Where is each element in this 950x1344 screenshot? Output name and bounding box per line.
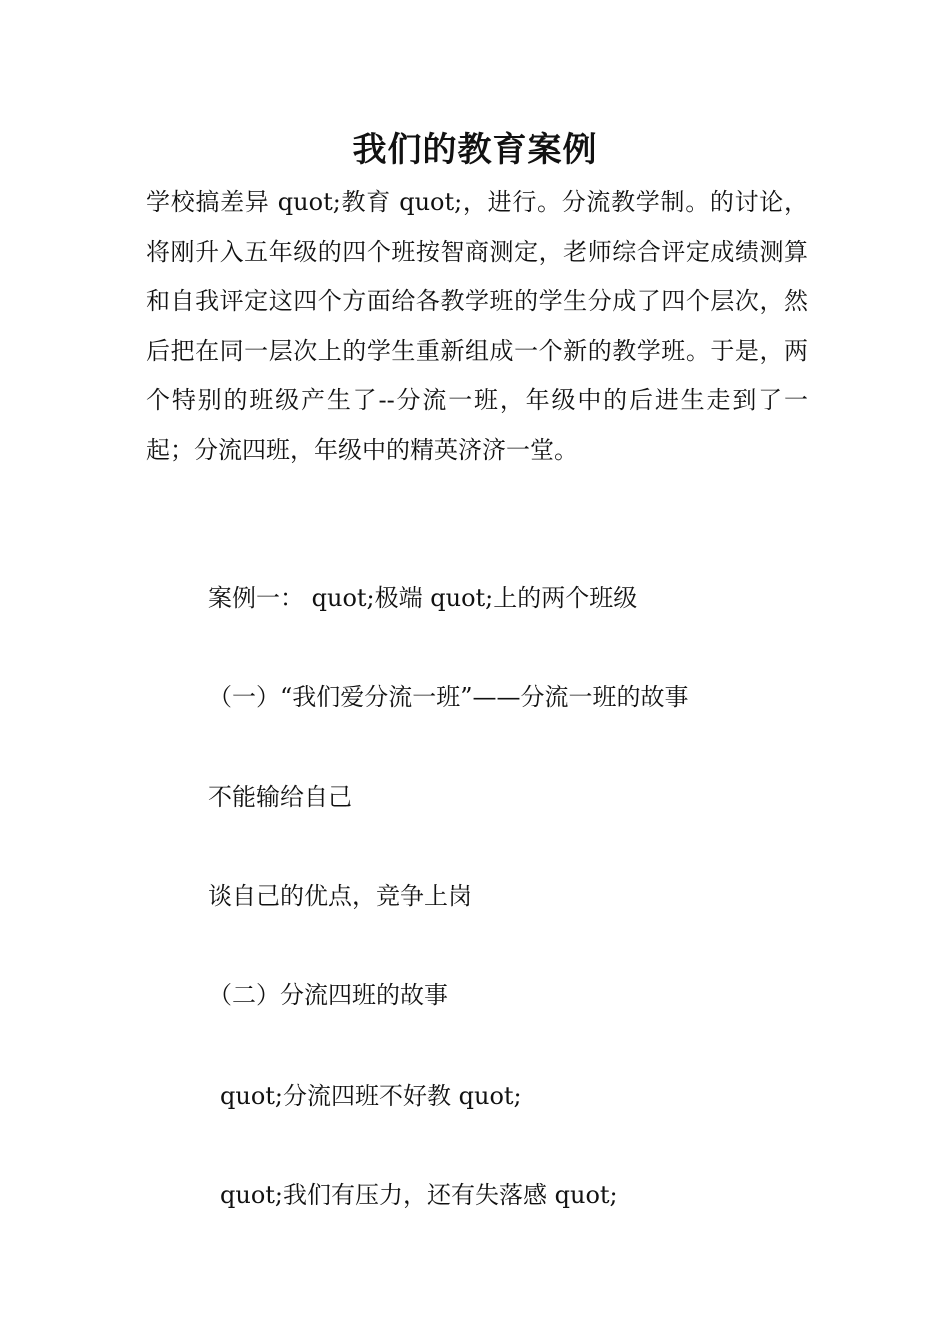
document-title: 我们的教育案例 xyxy=(352,130,598,170)
quote-line: quot;我们有压力，还有失落感 quot; xyxy=(220,1181,618,1209)
case-one-heading: 案例一： quot;极端 quot;上的两个班级 xyxy=(208,584,638,612)
quote-line: quot;分流四班不好教 quot; xyxy=(220,1082,522,1110)
subsection-line: 谈自己的优点，竞争上岗 xyxy=(208,882,472,910)
section-one-heading: （一）“我们爱分流一班”——分流一班的故事 xyxy=(208,683,689,711)
section-two-heading: （二）分流四班的故事 xyxy=(208,981,448,1009)
subsection-line: 不能输给自己 xyxy=(208,783,352,811)
intro-paragraph: 学校搞差异 quot;教育 quot;，进行。分流教学制。的讨论，将刚升入五年级的四个班按智商测定，老师综合评定成绩测算和自我评定这四个方面给各教学班的学生分成了四个层次，然后把在同一层次上的学生重新组成一个新的教学班。于是，两个特别的班级产生了--分流一班，年级中的后进生走到了一起；分流四班，年级中的精英济济一堂。 xyxy=(146,188,808,464)
